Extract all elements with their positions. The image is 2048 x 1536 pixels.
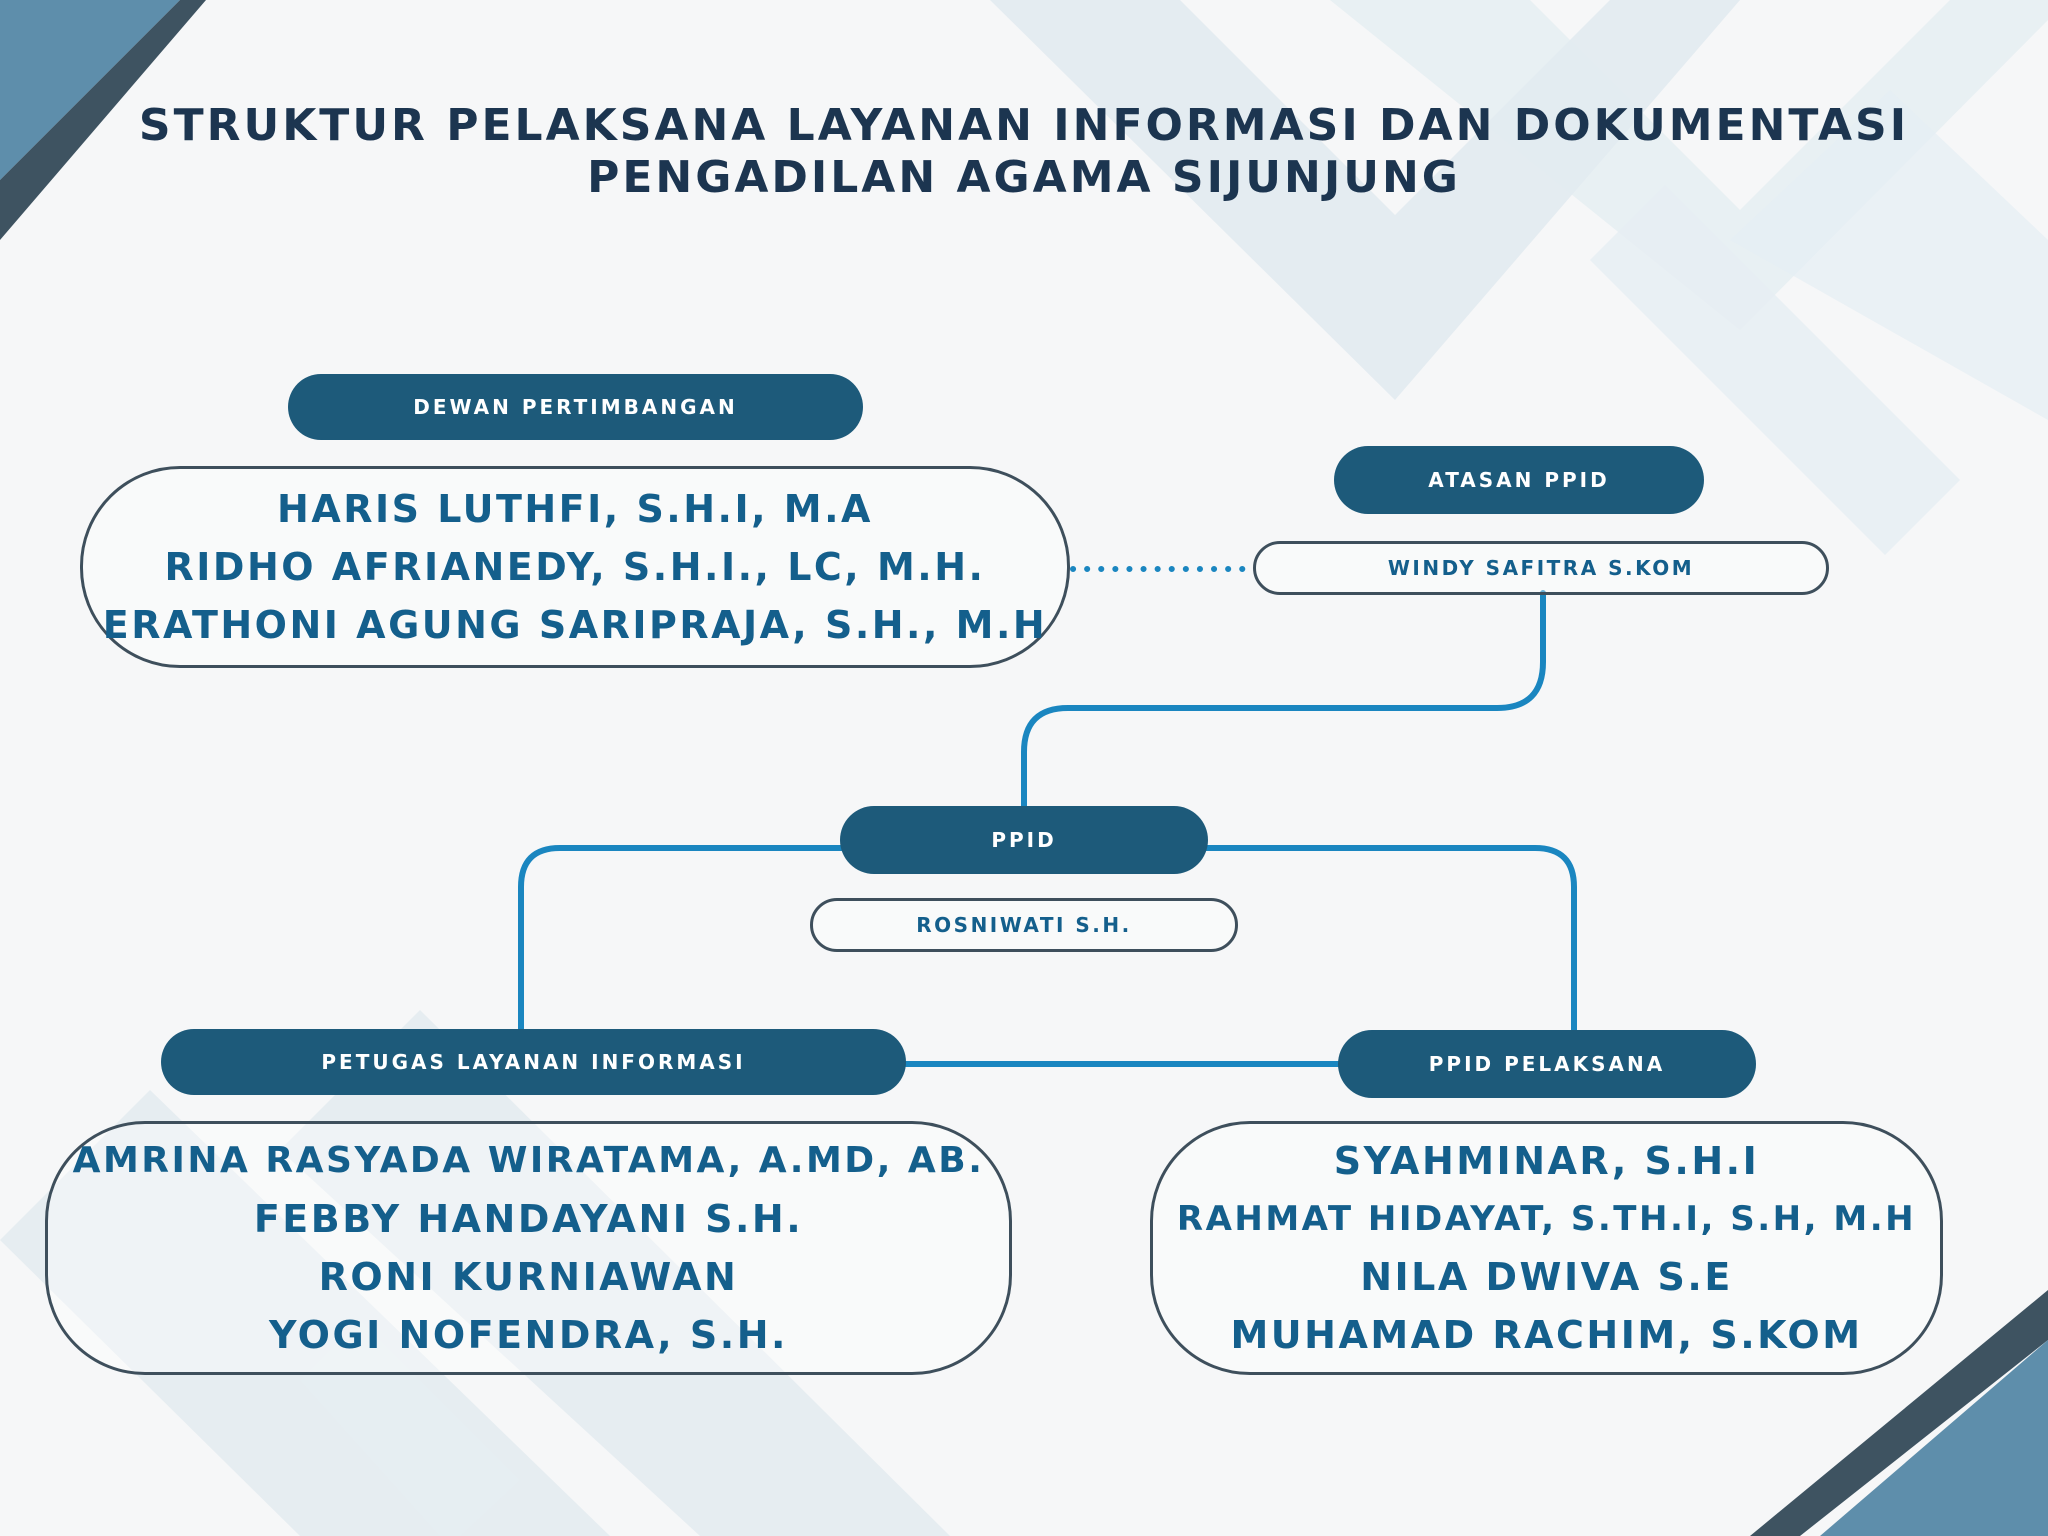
petugas-member: FEBBY HANDAYANI S.H. bbox=[253, 1197, 804, 1241]
connector-atasan-to-ppid bbox=[1024, 593, 1543, 808]
ppid-name: ROSNIWATI S.H. bbox=[810, 898, 1238, 952]
dewan-pertimbangan-members bbox=[80, 466, 1070, 668]
atasan-ppid-header: ATASAN PPID bbox=[1334, 446, 1704, 514]
pelaksana-member: MUHAMAD RACHIM, S.KOM bbox=[1230, 1313, 1863, 1357]
atasan-ppid-name: WINDY SAFITRA S.KOM bbox=[1253, 541, 1829, 595]
petugas-member: AMRINA RASYADA WIRATAMA, A.MD, AB. bbox=[72, 1140, 985, 1181]
connector-ppid-to-petugas bbox=[521, 848, 842, 1030]
connector-ppid-to-pelaksana bbox=[1205, 848, 1574, 1030]
petugas-member: RONI KURNIAWAN bbox=[318, 1255, 739, 1299]
pelaksana-member: RAHMAT HIDAYAT, S.TH.I, S.H, M.H bbox=[1176, 1199, 1917, 1239]
ppid-pelaksana-members bbox=[1150, 1121, 1943, 1375]
dewan-member: ERATHONI AGUNG SARIPRAJA, S.H., M.H bbox=[102, 603, 1048, 647]
pelaksana-member: NILA DWIVA S.E bbox=[1360, 1255, 1733, 1299]
page-title-line2: PENGADILAN AGAMA SIJUNJUNG bbox=[587, 152, 1461, 203]
petugas-layanan-header: PETUGAS LAYANAN INFORMASI bbox=[161, 1029, 906, 1095]
pelaksana-member: SYAHMINAR, S.H.I bbox=[1333, 1139, 1760, 1183]
petugas-member: YOGI NOFENDRA, S.H. bbox=[269, 1313, 788, 1357]
ppid-header: PPID bbox=[840, 806, 1208, 874]
petugas-layanan-members bbox=[45, 1121, 1012, 1375]
dewan-member: HARIS LUTHFI, S.H.I, M.A bbox=[277, 487, 873, 531]
dewan-member: RIDHO AFRIANEDY, S.H.I., LC, M.H. bbox=[164, 545, 986, 589]
page-title-line1: STRUKTUR PELAKSANA LAYANAN INFORMASI DAN DOKUMENTASI bbox=[138, 100, 1910, 151]
dewan-pertimbangan-header: DEWAN PERTIMBANGAN bbox=[288, 374, 863, 440]
ppid-pelaksana-header: PPID PELAKSANA bbox=[1338, 1030, 1756, 1098]
